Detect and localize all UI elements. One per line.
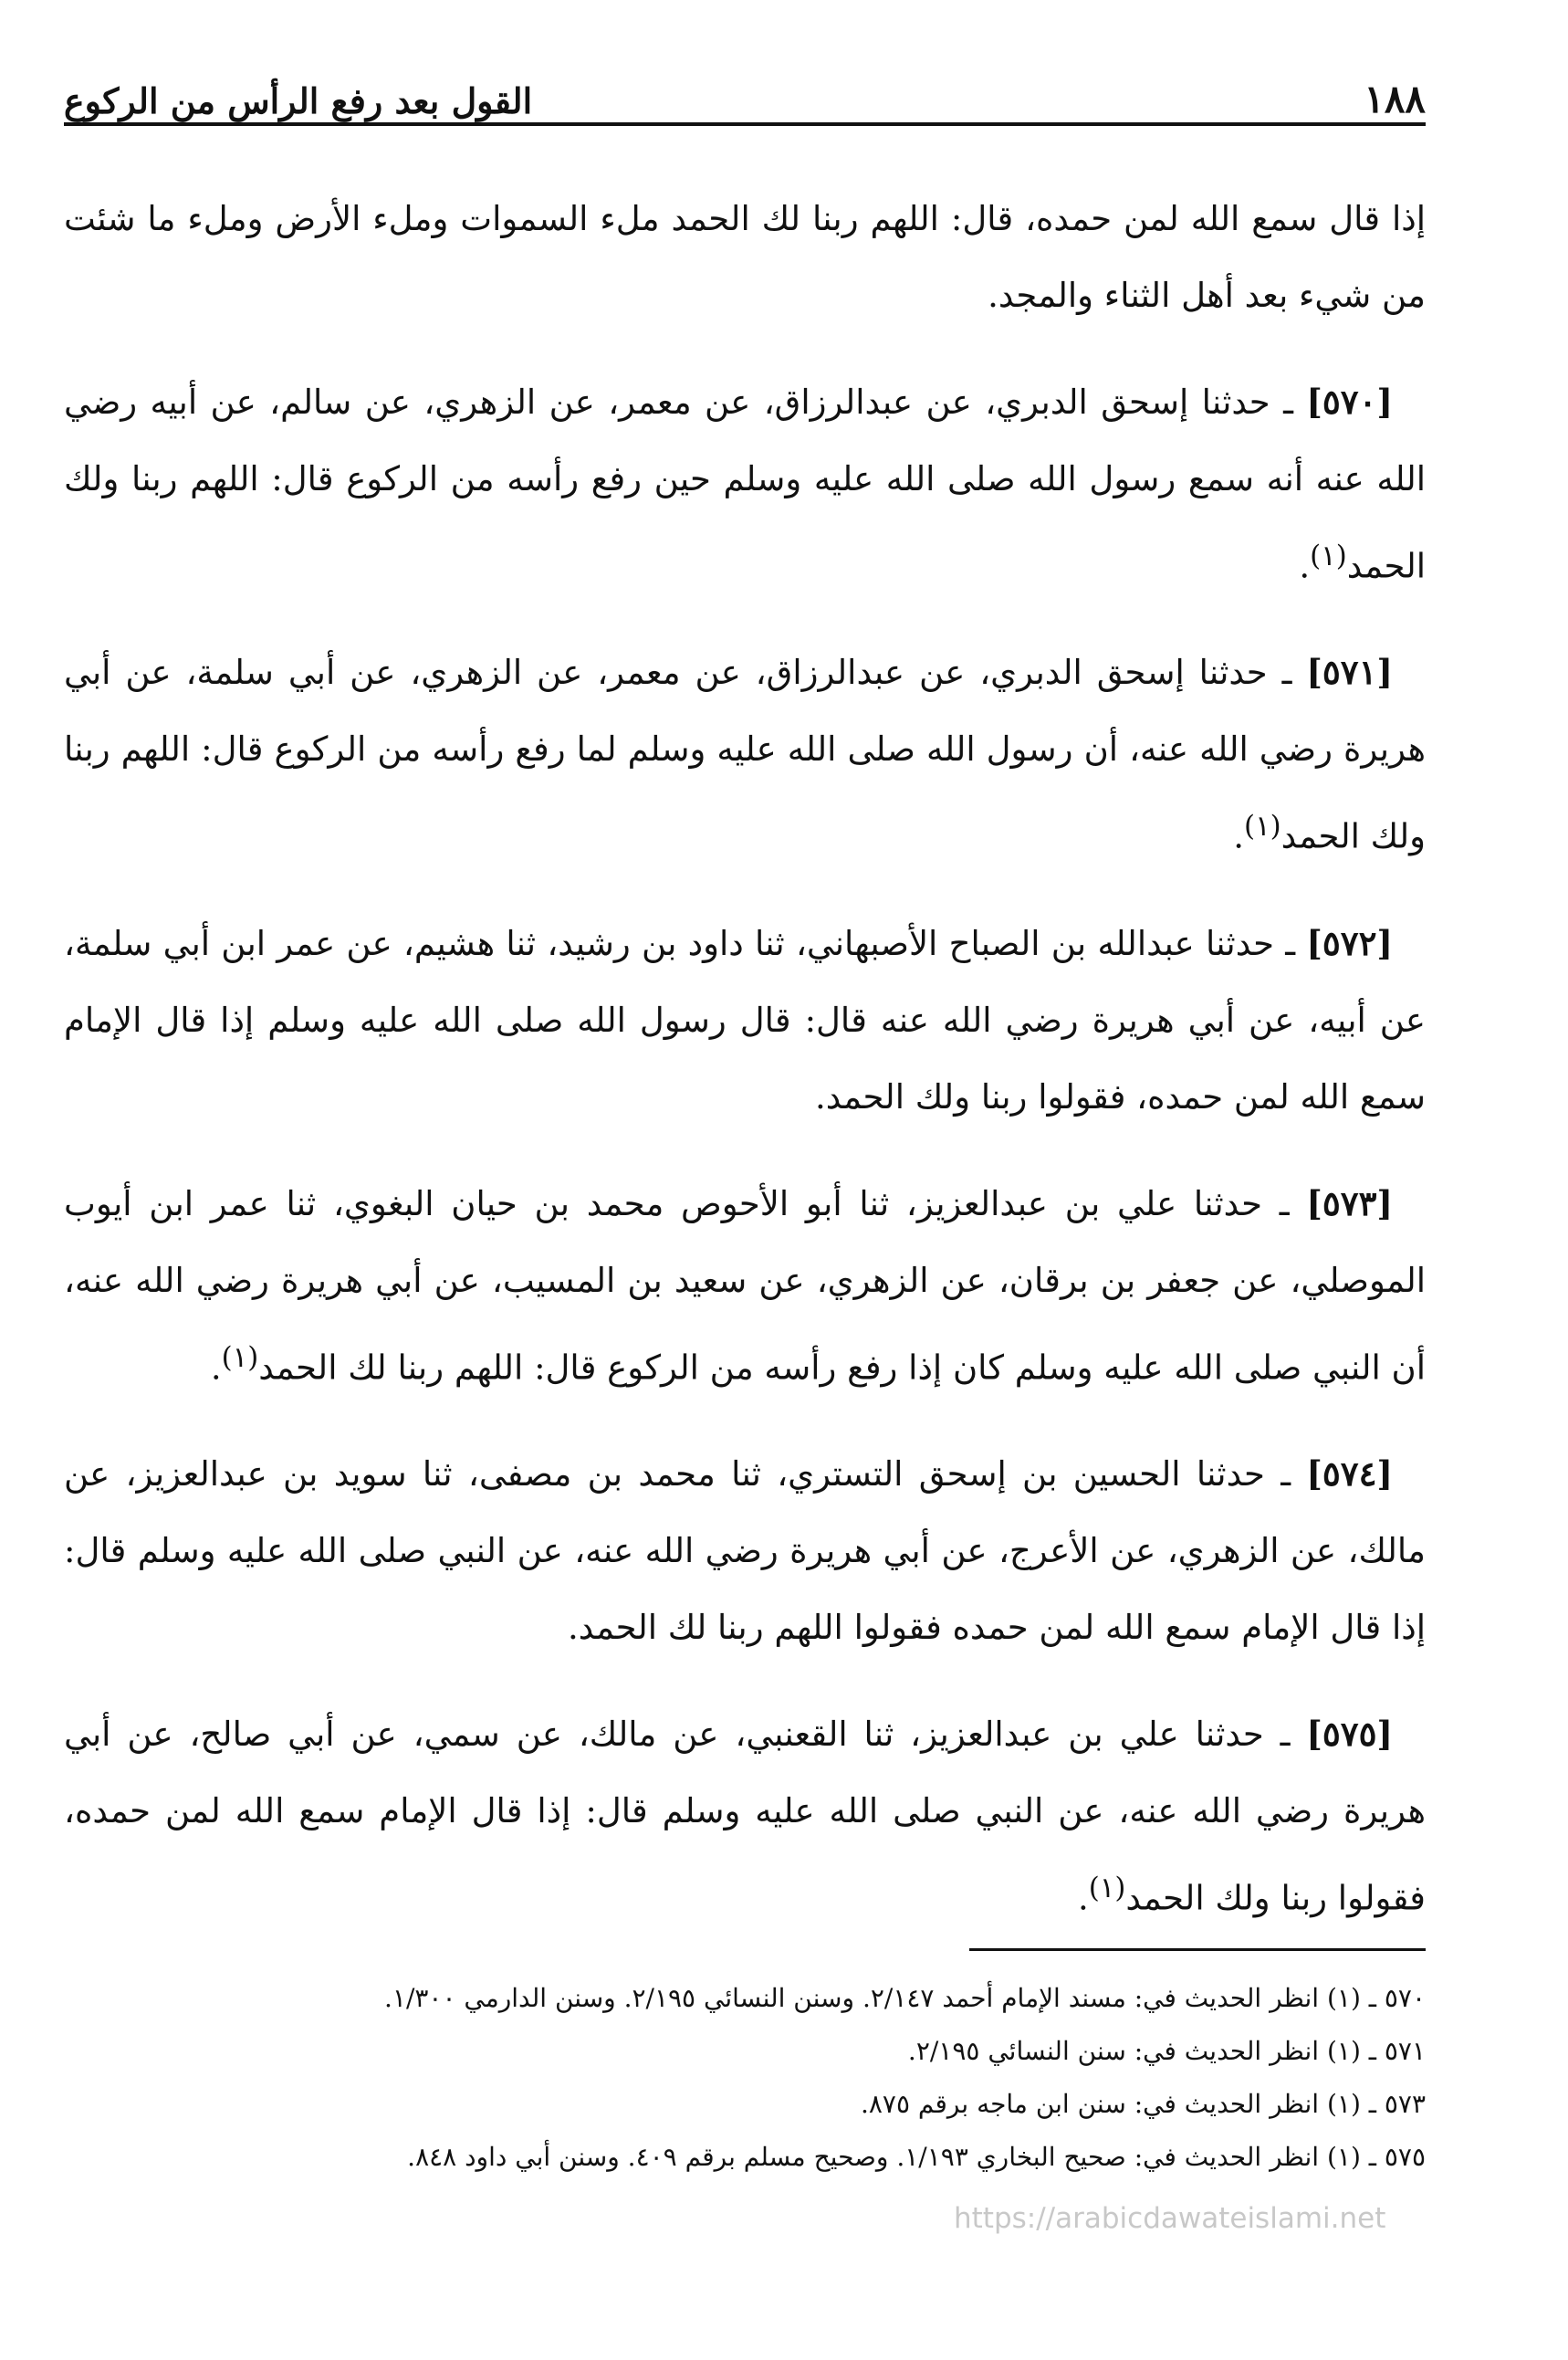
hadith-text: ـ حدثنا علي بن عبدالعزيز، ثنا أبو الأحوص محمد بن حيان البغوي، ثنا عمر ابن أيوب الموصلي، عن جعفر بن برقان، عن الزهري، عن سعيد بن المسيب، عن أبي هريرة رضي الله عنه، أن النبي صلى الله عليه وسلم كان إذا رفع رأسه من الركوع قال: اللهم ربنا لك الحمد bbox=[64, 1183, 1426, 1387]
footnote-marker: (١) bbox=[1244, 810, 1281, 844]
intro-paragraph: إذا قال سمع الله لمن حمده، قال: اللهم ربنا لك الحمد ملء السموات وملء الأرض وملء ما شئت من شيء بعد أهل الثناء والمجد. bbox=[64, 199, 1426, 315]
footnote-marker: (١) bbox=[1088, 1871, 1126, 1904]
hadith-574 bbox=[64, 1435, 1426, 1666]
hadith-573 bbox=[64, 1165, 1426, 1406]
watermark-url: https://arabicdawateislami.net bbox=[954, 2202, 1386, 2235]
page-header bbox=[64, 62, 1426, 119]
hadith-text: ـ حدثنا الحسين بن إسحق التستري، ثنا محمد بن مصفى، ثنا سويد بن عبدالعزيز، عن مالك، عن الزهري، عن الأعرج، عن أبي هريرة رضي الله عنه، عن النبي صلى الله عليه وسلم قال: إذا قال الإمام سمع الله لمن حمده فقولوا اللهم ربنا لك الحمد. bbox=[64, 1453, 1426, 1647]
hadith-text: ـ حدثنا إسحق الدبري، عن عبدالرزاق، عن معمر، عن الزهري، عن أبي سلمة، عن أبي هريرة رضي الله عنه، أن رسول الله صلى الله عليه وسلم لما رفع رأسه من الركوع قال: اللهم ربنا ولك الحمد bbox=[64, 653, 1426, 856]
footnote-marker: (١) bbox=[221, 1340, 259, 1374]
footnote-marker: (١) bbox=[1310, 540, 1347, 572]
footnote-571: ٥٧١ ـ (١) انظر الحديث في: سنن النسائي ٢/١٩٥. bbox=[907, 2036, 1426, 2066]
footnote-separator bbox=[969, 1948, 1426, 1951]
hadith-number: [٥٧٤] bbox=[1306, 1453, 1394, 1494]
hadith-text: ـ حدثنا علي بن عبدالعزيز، ثنا القعنبي، عن مالك، عن سمي، عن أبي صالح، عن أبي هريرة رضي الله عنه، عن النبي صلى الله عليه وسلم قال: إذا قال الإمام سمع الله لمن حمده، فقولوا ربنا ولك الحمد bbox=[64, 1714, 1426, 1918]
running-title: القول بعد رفع الرأس من الركوع bbox=[64, 80, 533, 121]
sentence-end: . bbox=[1077, 1878, 1089, 1918]
sentence-end: . bbox=[1233, 816, 1245, 856]
footnote-573: ٥٧٣ ـ (١) انظر الحديث في: سنن ابن ماجه برقم ٨٧٥. bbox=[860, 2089, 1426, 2119]
main-text bbox=[64, 181, 1426, 1936]
header-rule bbox=[64, 122, 1426, 126]
sentence-end: . bbox=[210, 1347, 222, 1387]
hadith-number: [٥٧٥] bbox=[1306, 1713, 1393, 1754]
hadith-570 bbox=[64, 363, 1426, 604]
footnotes bbox=[64, 1972, 1426, 2184]
hadith-number: [٥٧٣] bbox=[1306, 1182, 1393, 1223]
page-number: ١٨٨ bbox=[1364, 77, 1426, 121]
sentence-end: . bbox=[1299, 546, 1311, 586]
hadith-572 bbox=[64, 905, 1426, 1136]
hadith-number: [٥٧٢] bbox=[1306, 922, 1393, 963]
hadith-text: ـ حدثنا عبدالله بن الصباح الأصبهاني، ثنا داود بن رشيد، ثنا هشيم، عن عمر ابن أبي سلمة، عن أبيه، عن أبي هريرة رضي الله عنه قال: قال رسول الله صلى الله عليه وسلم إذا قال الإمام سمع الله لمن حمده، فقولوا ربنا ولك الحمد. bbox=[64, 923, 1426, 1117]
hadith-text: ـ حدثنا إسحق الدبري، عن عبدالرزاق، عن معمر، عن الزهري، عن سالم، عن أبيه رضي الله عنه أنه سمع رسول الله صلى الله عليه وسلم حين رفع رأسه من الركوع قال: اللهم ربنا ولك الحمد bbox=[64, 383, 1426, 586]
hadith-571 bbox=[64, 634, 1426, 875]
footnote-575: ٥٧٥ ـ (١) انظر الحديث في: صحيح البخاري ١/١٩٣. وصحيح مسلم برقم ٤٠٩. وسنن أبي داود ٨٤٨. bbox=[407, 2142, 1426, 2172]
hadith-number: [٥٧١] bbox=[1306, 652, 1394, 693]
hadith-575 bbox=[64, 1695, 1426, 1936]
hadith-number: [٥٧٠] bbox=[1306, 382, 1393, 422]
footnote-570: ٥٧٠ ـ (١) انظر الحديث في: مسند الإمام أحمد ٢/١٤٧. وسنن النسائي ٢/١٩٥. وسنن الدارمي ١/٣٠٠. bbox=[384, 1983, 1426, 2013]
